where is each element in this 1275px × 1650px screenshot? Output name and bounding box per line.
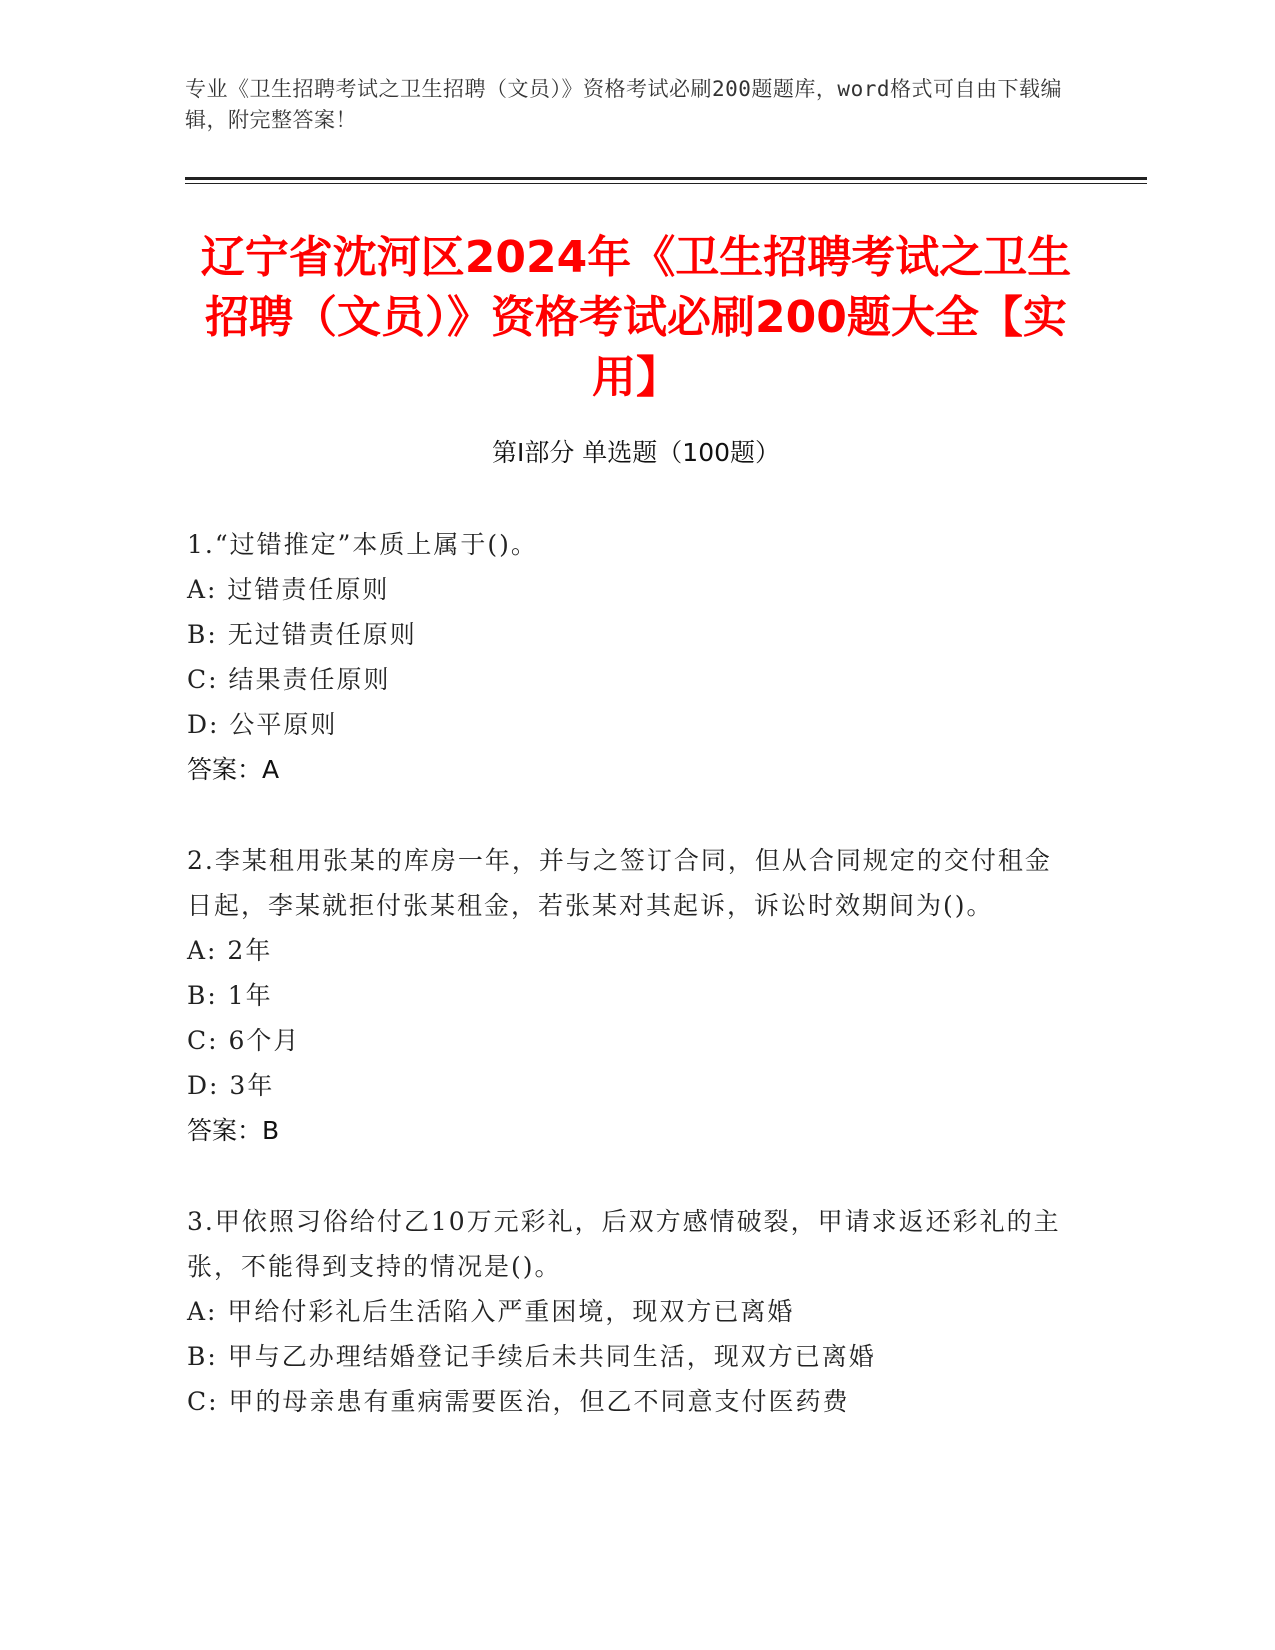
question-stem: 1.“过错推定”本质上属于()。 [187,530,538,559]
option-b: B: 无过错责任原则 [187,620,417,649]
question-stem: 3.甲依照习俗给付乙10万元彩礼，后双方感情破裂，甲请求返还彩礼的主张，不能得到支持的情况是()。 [187,1207,1061,1281]
option-c: C: 6个月 [187,1026,301,1055]
option-d: D: 公平原则 [187,710,338,739]
option-c: C: 结果责任原则 [187,665,391,694]
question-3 [187,1199,1067,1424]
header-note: 专业《卫生招聘考试之卫生招聘（文员）》资格考试必刷200题题库，word格式可自由下载编辑，附完整答案！ [185,77,1062,132]
option-c: C: 甲的母亲患有重病需要医治，但乙不同意支付医药费 [187,1387,850,1416]
option-a: A: 甲给付彩礼后生活陷入严重困境，现双方已离婚 [187,1297,795,1326]
question-2 [187,838,1067,1153]
option-b: B: 1年 [187,981,273,1010]
option-a: A: 过错责任原则 [187,575,390,604]
question-1 [187,522,1067,792]
document-title: 辽宁省沈河区2024年《卫生招聘考试之卫生招聘（文员）》资格考试必刷200题大全【实用】 [200,232,1072,403]
section-title: 第Ⅰ部分 单选题（100题） [491,438,781,467]
question-stem: 2.李某租用张某的库房一年，并与之签订合同，但从合同规定的交付租金日起，李某就拒付张某租金，若张某对其起诉，诉讼时效期间为()。 [187,846,1052,920]
option-a: A: 2年 [187,936,273,965]
answer: 答案：A [187,755,280,784]
header-rule-thick [185,177,1147,180]
option-d: D: 3年 [187,1071,275,1100]
header-rule-thin [185,183,1147,184]
question-list [187,522,1067,1470]
answer: 答案：B [187,1116,280,1145]
option-b: B: 甲与乙办理结婚登记手续后未共同生活，现双方已离婚 [187,1342,876,1371]
